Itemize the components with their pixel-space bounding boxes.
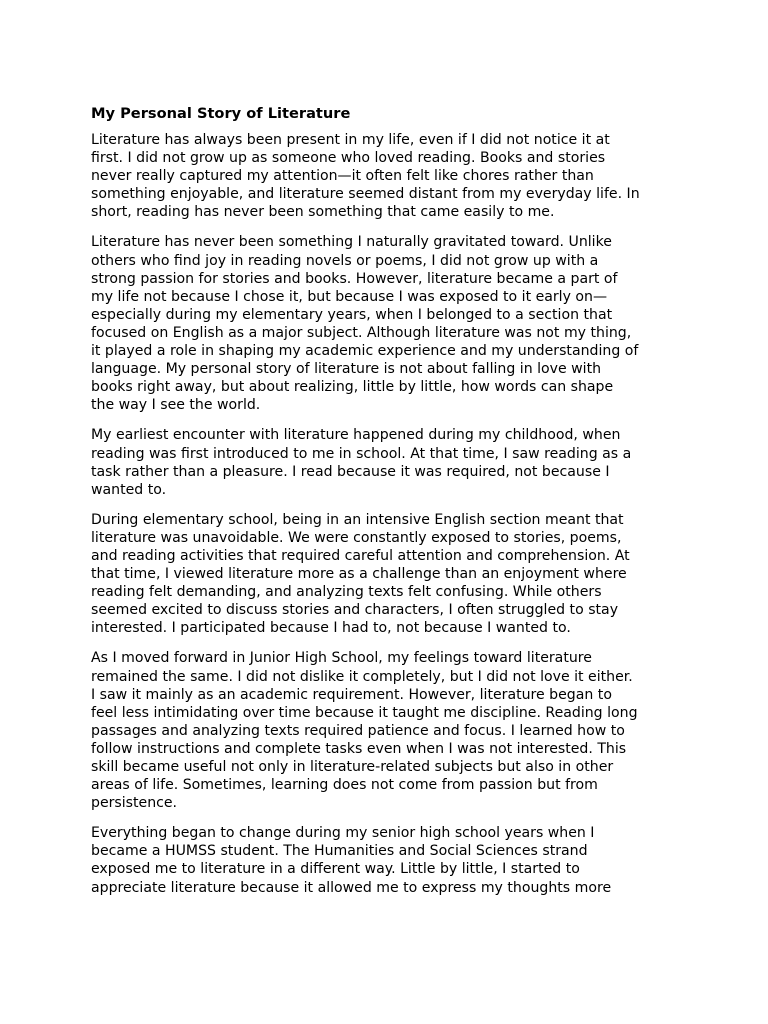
text-line: areas of life. Sometimes, learning does not come from passion but from [91, 777, 598, 794]
text-line: follow instructions and complete tasks even when I was not interested. This [91, 740, 627, 757]
text-line: others who find joy in reading novels or poems, I did not grow up with a [91, 252, 599, 269]
paragraph-6 [91, 824, 681, 896]
paragraph-4 [91, 511, 681, 638]
text-line: Everything began to change during my senior high school years when I [91, 825, 595, 842]
text-line: my life not because I chose it, but because I was exposed to it early on— [91, 288, 608, 305]
text-line: skill became useful not only in literature-related subjects but also in other [91, 759, 614, 775]
text-line: short, reading has never been something that came easily to me. [91, 204, 555, 221]
text-line: books right away, but about realizing, little by little, how words can shape [91, 379, 614, 396]
text-line: feel less intimidating over time because it taught me discipline. Reading long [91, 704, 638, 721]
text-line: During elementary school, being in an intensive English section meant that [91, 511, 624, 528]
text-line: interested. I participated because I had to, not because I wanted to. [91, 620, 571, 637]
text-line: Literature has always been present in my life, even if I did not notice it at [91, 132, 610, 148]
text-line: appreciate literature because it allowed me to express my thoughts more [91, 879, 612, 896]
text-line: first. I did not grow up as someone who loved reading. Books and stories [91, 150, 606, 167]
text-line: My earliest encounter with literature happened during my childhood, when [91, 427, 621, 444]
text-line: reading was first introduced to me in school. At that time, I saw reading as a [91, 445, 632, 462]
text-line: the way I see the world. [91, 397, 261, 414]
text-line: Literature has never been something I naturally gravitated toward. Unlike [91, 234, 612, 251]
document-page [91, 104, 681, 909]
text-line: exposed me to literature in a different way. Little by little, I started to [91, 861, 580, 878]
text-line: persistence. [91, 795, 178, 812]
text-line: that time, I viewed literature more as a challenge than an enjoyment where [91, 566, 627, 583]
text-line: remained the same. I did not dislike it completely, but I did not love it either. [91, 668, 633, 685]
text-line: wanted to. [91, 481, 167, 498]
document-title: My Personal Story of Literature [91, 105, 351, 122]
paragraph-2 [91, 233, 681, 414]
text-line: As I moved forward in Junior High School, my feelings toward literature [91, 650, 592, 667]
text-line: especially during my elementary years, when I belonged to a section that [91, 306, 613, 323]
text-line: seemed excited to discuss stories and characters, I often struggled to stay [91, 602, 619, 619]
text-line: became a HUMSS student. The Humanities and Social Sciences strand [91, 843, 588, 860]
text-line: passages and analyzing texts required patience and focus. I learned how to [91, 722, 625, 739]
text-line: focused on English as a major subject. Although literature was not my thing, [91, 324, 632, 341]
paragraph-5 [91, 649, 681, 812]
text-line: task rather than a pleasure. I read because it was required, not because I [91, 463, 610, 480]
text-line: something enjoyable, and literature seemed distant from my everyday life. In [91, 186, 640, 203]
paragraph-3 [91, 426, 681, 498]
text-line: language. My personal story of literature is not about falling in love with [91, 361, 602, 378]
paragraph-1 [91, 131, 681, 221]
text-line: literature was unavoidable. We were constantly exposed to stories, poems, [91, 529, 622, 546]
text-line: strong passion for stories and books. However, literature became a part of [91, 270, 618, 287]
text-line: it played a role in shaping my academic experience and my understanding of [91, 343, 639, 360]
text-line: never really captured my attention—it often felt like chores rather than [91, 168, 594, 185]
text-line: reading felt demanding, and analyzing texts felt confusing. While others [91, 584, 602, 601]
text-line: I saw it mainly as an academic requirement. However, literature began to [91, 686, 612, 703]
text-line: and reading activities that required careful attention and comprehension. At [91, 547, 630, 564]
